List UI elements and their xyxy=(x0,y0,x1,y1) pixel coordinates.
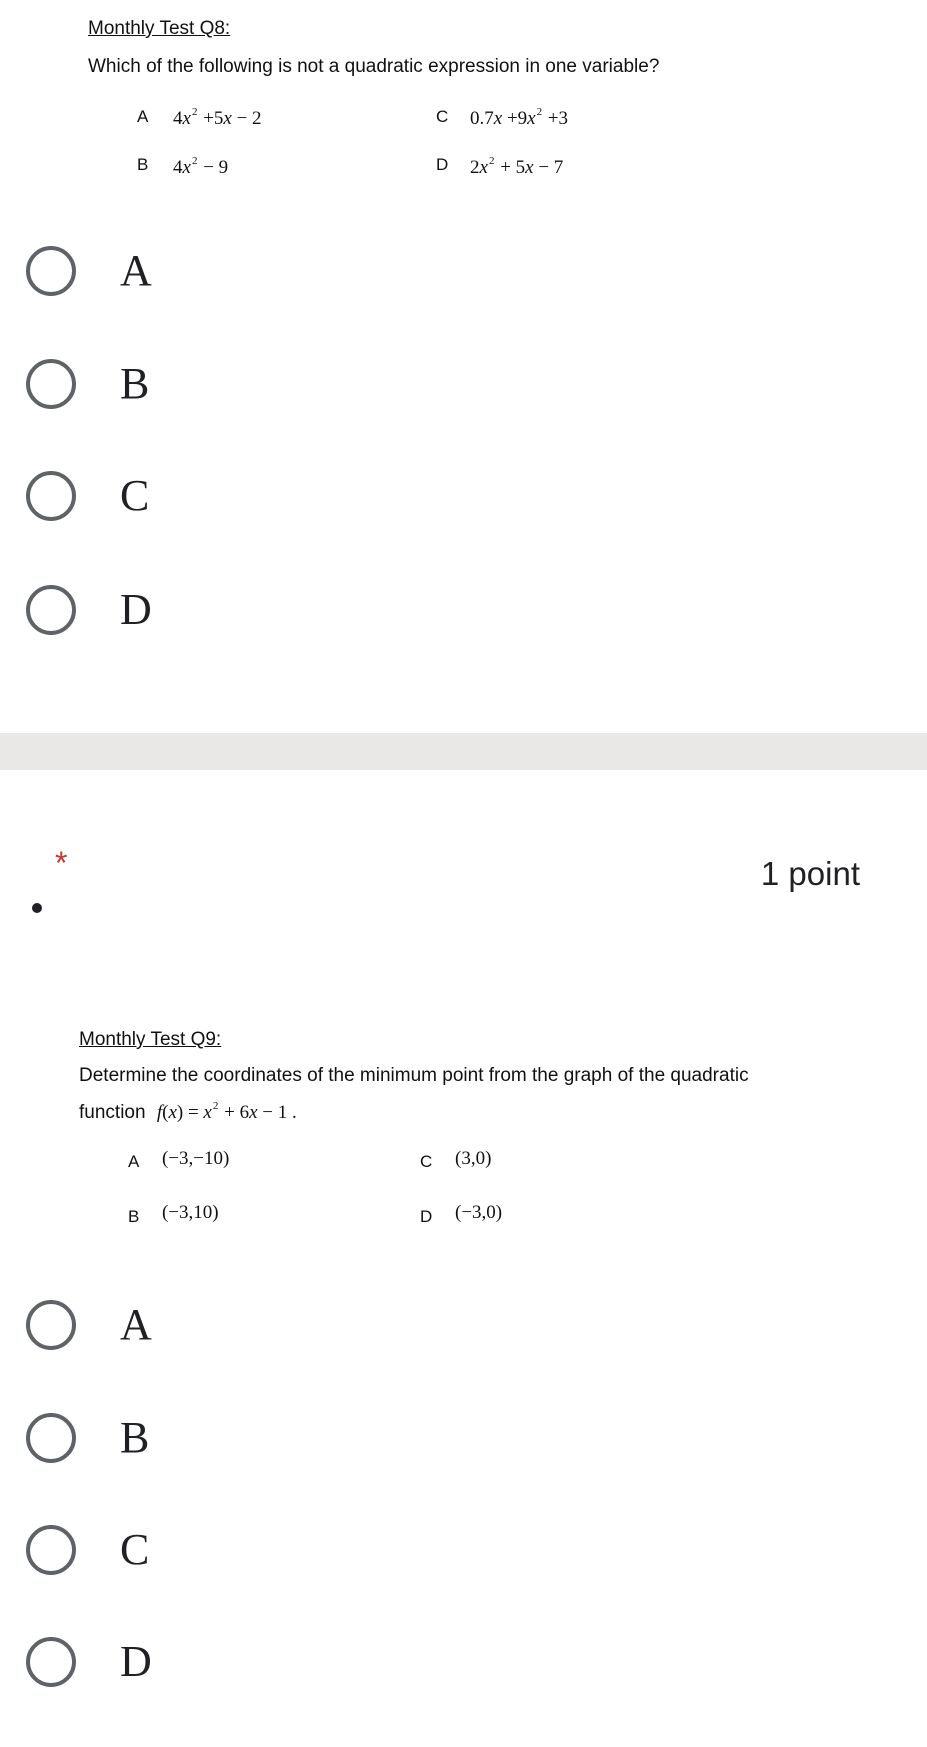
q9-choice-c[interactable] xyxy=(26,1522,326,1582)
q8-option-c-label: C xyxy=(436,107,449,126)
card-separator xyxy=(0,733,927,770)
choice-label: D xyxy=(120,585,152,634)
q8-choice-d[interactable] xyxy=(26,582,326,642)
q9-option-b-label: B xyxy=(128,1207,140,1226)
q9-question-line2 xyxy=(79,1091,297,1128)
q9-option-a-label: A xyxy=(128,1152,140,1171)
q9-function-expression: $f(x) = x^2 + 6x - 1$ . xyxy=(156,1100,297,1123)
q8-question-text: Which of the following is not a quadratic expression in one variable? xyxy=(88,56,660,77)
q8-choice-a[interactable] xyxy=(26,243,326,303)
q8-choice-b[interactable] xyxy=(26,356,326,416)
radio-button[interactable] xyxy=(26,246,76,296)
q8-option-b-label: B xyxy=(137,155,149,174)
q9-choice-d[interactable] xyxy=(26,1634,326,1694)
q8-option-c-expression: $0.7x +9x^2 +3$ xyxy=(470,106,569,129)
radio-button[interactable] xyxy=(26,1300,76,1350)
radio-button[interactable] xyxy=(26,359,76,409)
q9-option-b-value: (−3,10) xyxy=(162,1202,219,1223)
radio-button[interactable] xyxy=(26,1525,76,1575)
q9-option-c-value: (3,0) xyxy=(455,1148,492,1169)
q9-option-d-label: D xyxy=(420,1207,433,1226)
radio-button[interactable] xyxy=(26,471,76,521)
question-card-q9 xyxy=(0,770,927,1747)
q8-option-b-expression: $4x^2 - 9$ xyxy=(173,155,229,178)
q8-option-d-expression: $2x^2 + 5x - 7$ xyxy=(470,155,564,178)
q9-option-d-value: (−3,0) xyxy=(455,1202,503,1223)
q9-question-line1: Determine the coordinates of the minimum point from the graph of the quadratic xyxy=(79,1065,749,1086)
required-asterisk: * xyxy=(55,845,68,881)
q9-question-prefix: function xyxy=(79,1102,146,1123)
choice-label: A xyxy=(120,246,152,295)
choice-label: B xyxy=(120,1413,150,1462)
bullet-dot xyxy=(32,903,42,913)
choice-label: D xyxy=(120,1637,152,1686)
choice-label: C xyxy=(120,1525,150,1574)
q8-option-a-expression: $4x^2 +5x - 2$ xyxy=(173,106,262,129)
choice-label: B xyxy=(120,359,150,408)
q8-title: Monthly Test Q8: xyxy=(88,18,231,39)
q9-title: Monthly Test Q9: xyxy=(79,1029,222,1050)
q9-option-c-label: C xyxy=(420,1152,433,1171)
choice-label: C xyxy=(120,471,150,520)
radio-button[interactable] xyxy=(26,1413,76,1463)
choice-label: A xyxy=(120,1300,152,1349)
points-label: 1 point xyxy=(760,855,860,892)
q9-choice-b[interactable] xyxy=(26,1410,326,1470)
q9-choice-a[interactable] xyxy=(26,1297,326,1357)
q8-option-a-label: A xyxy=(137,107,149,126)
q8-option-d-label: D xyxy=(436,155,449,174)
radio-button[interactable] xyxy=(26,585,76,635)
radio-button[interactable] xyxy=(26,1637,76,1687)
q9-option-a-value: (−3,−10) xyxy=(162,1148,230,1169)
q8-choice-c[interactable] xyxy=(26,468,326,528)
question-card-q8 xyxy=(0,0,927,733)
